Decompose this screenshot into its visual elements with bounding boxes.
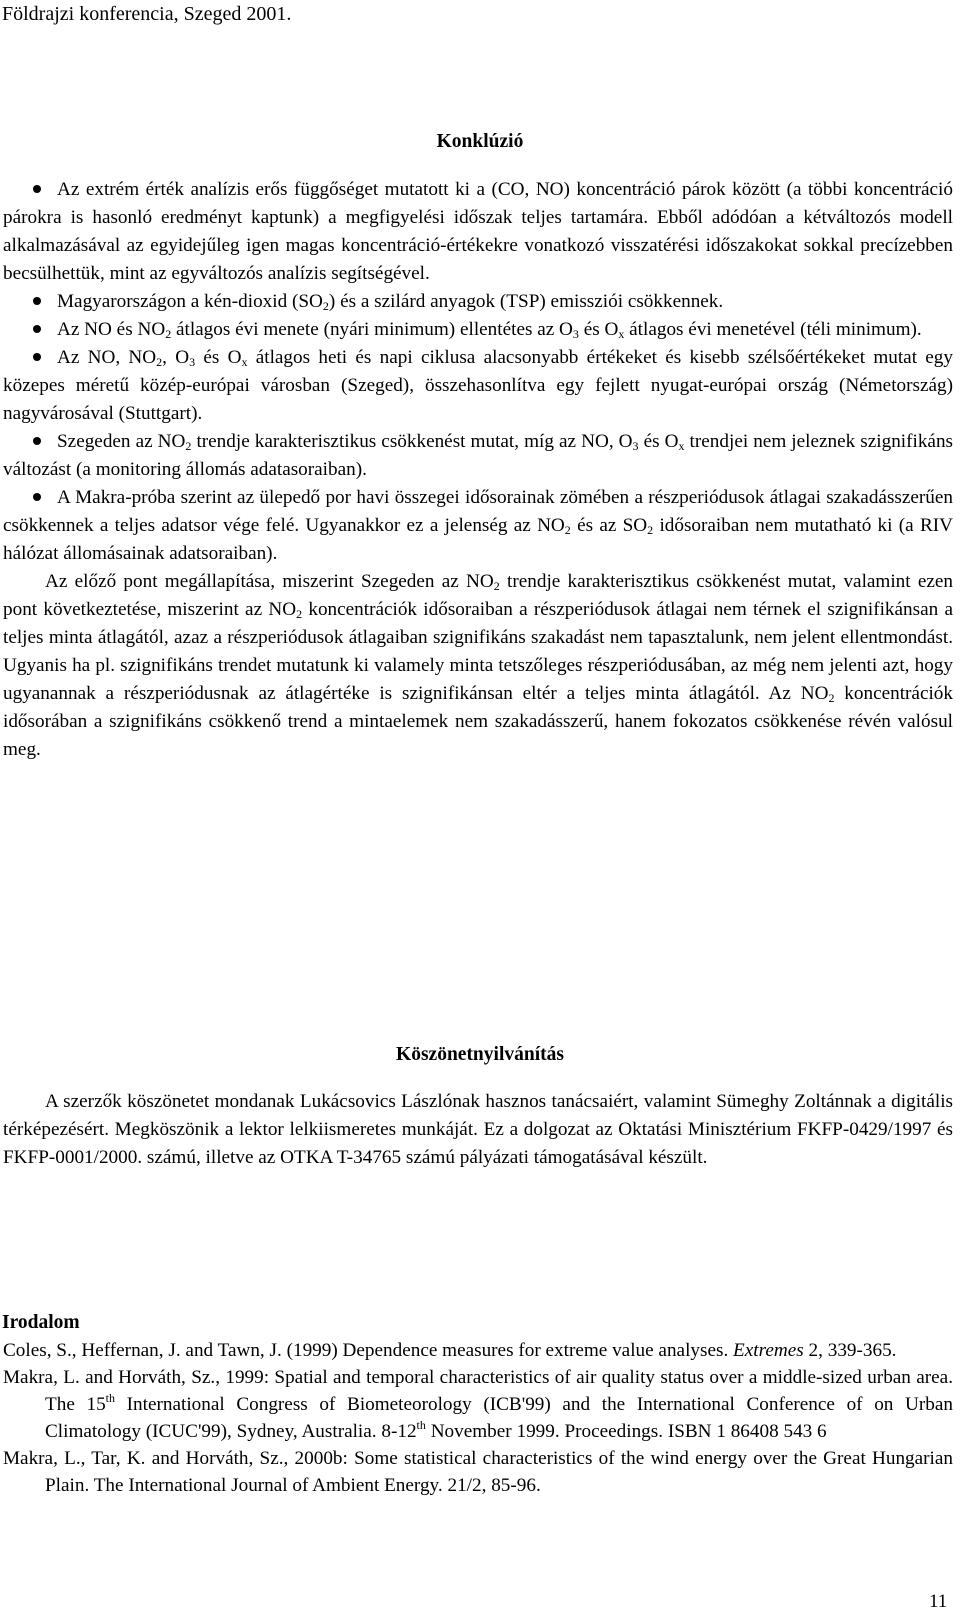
acknowledgement-text: A szerzők köszönetet mondanak Lukácsovics Lászlónak hasznos tanácsaiért, valamint Sümeghy Zoltánnak a digitális térképezésért. Megköszönik a lektor lelkiismeretes munkáját. Ez a dolgozat az Oktatási Minisztérium FKFP-0429/1997 és FKFP-0001/2000. számú, illetve az OTKA T-34765 számú pályázati támogatásával készült.	[3, 1091, 953, 1168]
bullet-icon	[33, 353, 41, 361]
conclusion-paragraph: Az előző pont megállapítása, miszerint Szegeden az $NO_2$ trendje karakterisztikus csökkenést mutat, valamint ezen pont következtetése, miszerint az $NO_2$ koncentrációk idősoraiban a részperiódusok átlagai nem térnek el szignifikánsan a teljes minta átlagától, azaz a részperiódusok átlagaiban szignifikáns szakadást nem tapasztalunk, nem jelent ellentmondást. Ugyanis ha pl. szignifikáns trendet mutatunk ki valamely minta tetszőleges részperiódusában, az még nem jelenti azt, hogy ugyanannak a részperiódusnak az átlagértéke is szignifikánsan eltér a teljes minta átlagától. Az $NO_2$ koncentrációk idősorában a szignifikáns csökkenő trend a mintaelemek nem szakadásszerű, hanem fokozatos csökkenése révén valósul meg.	[3, 571, 953, 760]
running-header: Földrajzi konferencia, Szeged 2001.	[2, 3, 292, 25]
bullet-icon	[33, 185, 41, 193]
conclusion-list	[3, 176, 953, 764]
conclusion-item-2: Magyarországon a kén-dioxid $(SO_2)$ és a szilárd anyagok (TSP) emissziói csökkennek.	[3, 288, 953, 316]
section-title-koszonet: Köszönetnyilvánítás	[396, 1044, 564, 1065]
reference-item-3: Makra, L., Tar, K. and Horváth, Sz., 2000b: Some statistical characteristics of the wind energy over the Great Hungarian Plain. The International Journal of Ambient Energy. 21/2, 85-96.	[3, 1448, 953, 1496]
bullet-icon	[33, 325, 41, 333]
conclusion-item-1: Az extrém érték analízis erős függőséget mutatott ki a (CO, NO) koncentráció párok között (a többi koncentráció párokra is hasonló eredményt kaptunk) a megfigyelési időszak teljes tartamára. Ebből adódóan a kétváltozós modell alkalmazásával az egyidejűleg igen magas koncentráció-értékekre vonatkozó visszatérési időszakokat sokkal precízebben becsülhettük, mint az egyváltozós analízis segítségével.	[3, 179, 953, 284]
reference-list	[3, 1337, 953, 1499]
bullet-icon	[33, 297, 41, 305]
section-title-irodalom: Irodalom	[2, 1312, 80, 1333]
conclusion-item-4: Az NO, $NO_2$, $O_3$ és $O_x$ átlagos heti és napi ciklusa alacsonyabb értékeket és kisebb szélsőértékeket mutat egy közepes méretű közép-európai városban (Szeged), összehasonlítva egy fejlett nyugat-európai ország (Németország) nagyvárosával (Stuttgart).	[3, 347, 953, 424]
conclusion-item-5: Szegeden az $NO_2$ trendje karakterisztikus csökkenést mutat, míg az NO, $O_3$ és $O_x$ trendjei nem jeleznek szignifikáns változást (a monitoring állomás adatasoraiban).	[3, 431, 954, 480]
reference-item-1: Coles, S., Heffernan, J. and Tawn, J. (1999) Dependence measures for extreme value analyses. Extremes 2, 339-365.	[3, 1340, 897, 1361]
conclusion-item-6: A Makra-próba szerint az ülepedő por havi összegei idősorainak zömében a részperiódusok átlagai szakadásszerűen csökkennek a teljes adatsor vége felé. Ugyanakkor ez a jelenség az $NO_2$ és az $SO_2$ idősoraiban nem mutatható ki (a RIV hálózat állomásainak adatsoraiban).	[3, 487, 953, 564]
reference-item-2: Makra, L. and Horváth, Sz., 1999: Spatial and temporal characteristics of air quality status over a middle-sized urban area. The 15th International Congress of Biometeorology (ICB'99) and the International Conference of on Urban Climatology (ICUC'99), Sydney, Australia. 8-12th November 1999. Proceedings. ISBN 1 86408 543 6	[3, 1367, 953, 1442]
bullet-icon	[33, 493, 41, 501]
section-title-konkluzio: Konklúzió	[436, 131, 524, 152]
conclusion-item-3: Az NO és $NO_2$ átlagos évi menete (nyári minimum) ellentétes az $O_3$ és $O_x$ átlagos évi menetével (téli minimum).	[3, 316, 953, 344]
acknowledgement-block	[3, 1088, 953, 1172]
page-number: 11	[929, 1591, 948, 1612]
bullet-icon	[33, 437, 41, 445]
